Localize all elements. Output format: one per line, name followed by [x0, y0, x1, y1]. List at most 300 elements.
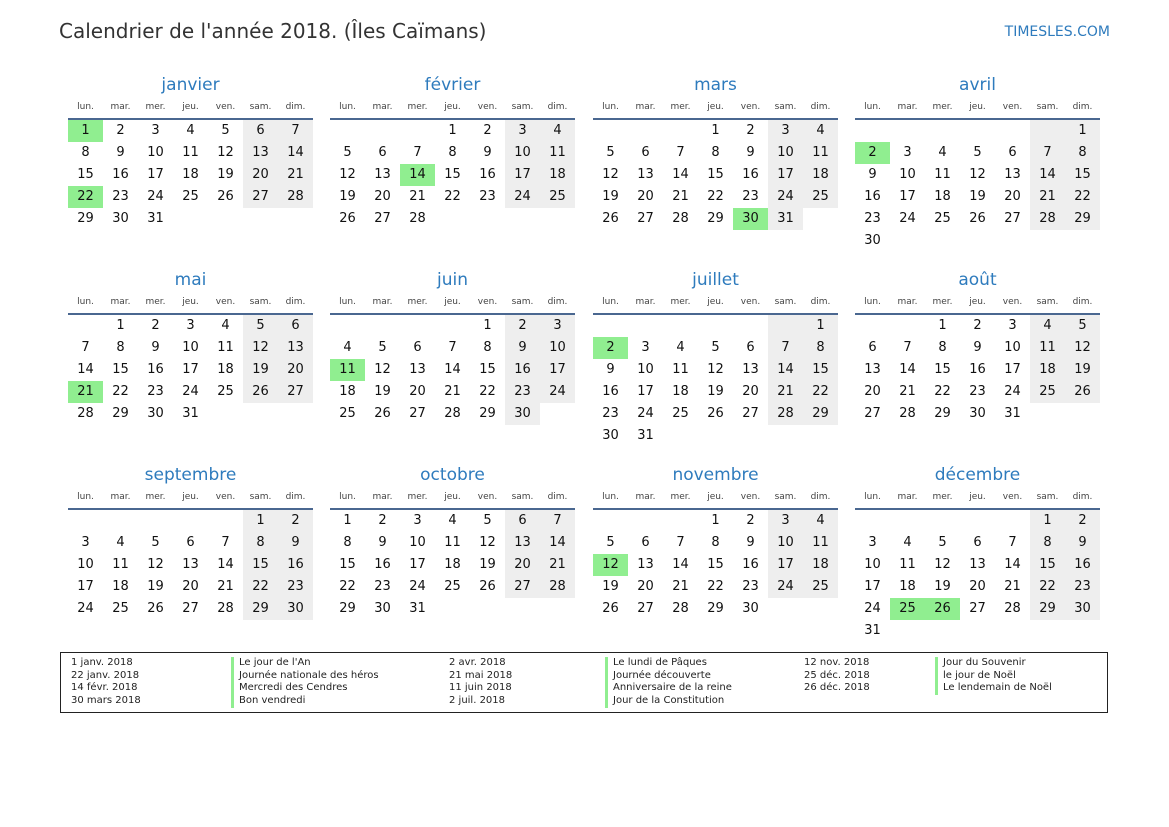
empty-cell	[663, 315, 698, 337]
day-cell: 13	[409, 362, 426, 377]
day-cell: 30	[374, 601, 391, 616]
day-cell: 22	[444, 189, 461, 204]
month-10	[593, 464, 838, 620]
day-cell: 5	[243, 315, 278, 337]
legend-holiday-name: Journée nationale des héros	[231, 670, 379, 683]
day-cell: 5	[938, 535, 947, 550]
month-6	[593, 269, 838, 447]
legend-date: 30 mars 2018	[71, 695, 141, 707]
day-cell: 16	[479, 167, 496, 182]
day-cell: 29	[1030, 598, 1065, 620]
day-grid	[68, 120, 313, 230]
weekday-label: mar.	[897, 492, 918, 502]
day-cell: 8	[343, 535, 352, 550]
legend-holiday-name: Journée découverte	[605, 670, 732, 683]
day-cell: 25	[112, 601, 129, 616]
day-cell: 18	[803, 164, 838, 186]
day-cell: 11	[803, 142, 838, 164]
day-cell: 27	[742, 406, 759, 421]
month-1	[330, 74, 575, 230]
day-cell: 1	[116, 318, 125, 333]
month-name: juillet	[692, 270, 739, 290]
day-cell: 25	[803, 186, 838, 208]
day-cell: 11	[217, 340, 234, 355]
day-cell: 23	[374, 579, 391, 594]
weekday-label: ven.	[1002, 297, 1023, 307]
day-cell: 23	[742, 579, 759, 594]
day-cell: 12	[602, 167, 619, 182]
day-cell: 29	[479, 406, 496, 421]
day-cell: 12	[339, 167, 356, 182]
day-cell: 13	[243, 142, 278, 164]
day-cell: 24	[637, 406, 654, 421]
holiday-day-cell: 30	[733, 208, 768, 230]
weekday-label: mar.	[897, 297, 918, 307]
day-cell: 7	[1008, 535, 1017, 550]
day-cell: 10	[1004, 340, 1021, 355]
weekday-label: sam.	[249, 297, 272, 307]
day-cell: 26	[969, 211, 986, 226]
day-cell: 4	[938, 145, 947, 160]
day-cell: 12	[217, 145, 234, 160]
day-cell: 26	[707, 406, 724, 421]
day-cell: 28	[278, 186, 313, 208]
day-cell: 13	[637, 167, 654, 182]
site-link[interactable]: TIMESLES.COM	[1004, 24, 1110, 40]
day-cell: 18	[803, 554, 838, 576]
day-cell: 10	[147, 145, 164, 160]
day-cell: 16	[969, 362, 986, 377]
weekday-label: mar.	[110, 492, 131, 502]
weekday-label: mer.	[932, 102, 953, 112]
day-cell: 5	[483, 513, 492, 528]
day-cell: 27	[374, 211, 391, 226]
day-grid	[68, 315, 313, 425]
day-cell: 9	[378, 535, 387, 550]
day-cell: 31	[637, 428, 654, 443]
day-cell: 20	[637, 579, 654, 594]
day-cell: 1	[711, 513, 720, 528]
day-cell: 25	[217, 384, 234, 399]
day-cell: 20	[864, 384, 881, 399]
day-cell: 5	[151, 535, 160, 550]
day-cell: 18	[339, 384, 356, 399]
day-cell: 23	[112, 189, 129, 204]
month-7	[855, 269, 1100, 425]
day-cell: 8	[803, 337, 838, 359]
weekday-label: mer.	[407, 297, 428, 307]
day-cell: 24	[1004, 384, 1021, 399]
weekday-header	[68, 96, 313, 120]
day-cell: 27	[278, 381, 313, 403]
month-name: juin	[437, 270, 468, 290]
day-cell: 29	[77, 211, 94, 226]
day-cell: 1	[938, 318, 947, 333]
day-cell: 7	[81, 340, 90, 355]
day-cell: 7	[221, 535, 230, 550]
empty-cell	[628, 510, 663, 532]
weekday-label: lun.	[339, 297, 356, 307]
day-cell: 13	[864, 362, 881, 377]
day-cell: 3	[868, 535, 877, 550]
day-cell: 9	[746, 145, 755, 160]
empty-cell	[330, 315, 365, 337]
holiday-day-cell: 2	[593, 337, 628, 359]
day-cell: 4	[1030, 315, 1065, 337]
holiday-day-cell: 14	[400, 164, 435, 186]
day-cell: 13	[182, 557, 199, 572]
weekday-label: dim.	[285, 297, 306, 307]
day-cell: 15	[243, 554, 278, 576]
day-cell: 3	[768, 120, 803, 142]
day-cell: 20	[969, 579, 986, 594]
day-cell: 13	[278, 337, 313, 359]
day-cell: 27	[505, 576, 540, 598]
weekday-label: lun.	[77, 297, 94, 307]
day-cell: 10	[768, 532, 803, 554]
weekday-label: sam.	[249, 492, 272, 502]
weekday-label: mar.	[635, 102, 656, 112]
day-cell: 12	[374, 362, 391, 377]
weekday-label: dim.	[1072, 492, 1093, 502]
day-grid	[330, 120, 575, 230]
day-cell: 6	[973, 535, 982, 550]
day-cell: 20	[505, 554, 540, 576]
weekday-label: ven.	[477, 297, 498, 307]
empty-cell	[890, 120, 925, 142]
day-cell: 22	[1030, 576, 1065, 598]
day-cell: 28	[77, 406, 94, 421]
month-name: février	[424, 75, 481, 95]
weekday-label: mar.	[372, 102, 393, 112]
day-cell: 16	[864, 189, 881, 204]
day-cell: 31	[1004, 406, 1021, 421]
empty-cell	[173, 510, 208, 532]
weekday-label: mer.	[407, 492, 428, 502]
weekday-label: mer.	[407, 102, 428, 112]
day-cell: 24	[768, 576, 803, 598]
day-cell: 12	[1065, 337, 1100, 359]
day-cell: 7	[540, 510, 575, 532]
day-cell: 29	[934, 406, 951, 421]
day-cell: 28	[899, 406, 916, 421]
empty-cell	[995, 120, 1030, 142]
day-cell: 7	[413, 145, 422, 160]
day-cell: 4	[676, 340, 685, 355]
day-cell: 4	[803, 510, 838, 532]
day-cell: 22	[339, 579, 356, 594]
day-cell: 11	[112, 557, 129, 572]
legend-holiday-name: Bon vendredi	[231, 695, 379, 708]
day-cell: 25	[339, 406, 356, 421]
day-cell: 15	[1065, 164, 1100, 186]
year-calendar	[68, 74, 1101, 649]
day-cell: 13	[742, 362, 759, 377]
day-cell: 6	[278, 315, 313, 337]
day-cell: 24	[864, 601, 881, 616]
day-cell: 6	[641, 535, 650, 550]
weekday-label: ven.	[215, 297, 236, 307]
day-cell: 5	[606, 535, 615, 550]
day-cell: 3	[540, 315, 575, 337]
day-cell: 30	[505, 403, 540, 425]
day-cell: 17	[864, 579, 881, 594]
day-cell: 27	[182, 601, 199, 616]
empty-cell	[855, 315, 890, 337]
day-cell: 25	[444, 579, 461, 594]
day-cell: 14	[77, 362, 94, 377]
day-cell: 8	[243, 532, 278, 554]
weekday-label: mar.	[897, 102, 918, 112]
empty-cell	[768, 315, 803, 337]
weekday-label: ven.	[215, 492, 236, 502]
legend-holiday-name: Le lundi de Pâques	[605, 657, 732, 670]
day-cell: 15	[803, 359, 838, 381]
day-cell: 27	[637, 601, 654, 616]
day-cell: 4	[116, 535, 125, 550]
day-cell: 8	[448, 145, 457, 160]
empty-cell	[890, 315, 925, 337]
month-11	[855, 464, 1100, 642]
day-cell: 9	[116, 145, 125, 160]
day-cell: 17	[540, 359, 575, 381]
day-cell: 8	[711, 535, 720, 550]
weekday-label: mer.	[145, 297, 166, 307]
day-cell: 14	[1004, 557, 1021, 572]
day-cell: 18	[217, 362, 234, 377]
day-cell: 19	[707, 384, 724, 399]
day-cell: 23	[278, 576, 313, 598]
day-cell: 27	[409, 406, 426, 421]
weekday-label: jeu.	[969, 297, 986, 307]
weekday-label: jeu.	[707, 492, 724, 502]
day-cell: 15	[339, 557, 356, 572]
legend-holiday-name: Jour du Souvenir	[935, 657, 1052, 670]
day-cell: 10	[899, 167, 916, 182]
day-cell: 24	[768, 186, 803, 208]
day-cell: 30	[278, 598, 313, 620]
day-cell: 4	[540, 120, 575, 142]
legend-dates-0	[71, 657, 141, 708]
month-9	[330, 464, 575, 620]
legend-date: 25 déc. 2018	[804, 669, 870, 681]
legend-holiday-name: Jour de la Constitution	[605, 695, 732, 708]
day-cell: 19	[934, 579, 951, 594]
month-name: mars	[694, 75, 737, 95]
legend-date: 14 févr. 2018	[71, 682, 138, 694]
empty-cell	[400, 315, 435, 337]
day-cell: 16	[1065, 554, 1100, 576]
day-cell: 14	[540, 532, 575, 554]
legend-names-0	[231, 657, 379, 708]
day-cell: 26	[374, 406, 391, 421]
month-name: septembre	[144, 465, 237, 485]
day-cell: 24	[540, 381, 575, 403]
day-cell: 5	[221, 123, 230, 138]
empty-cell	[103, 510, 138, 532]
weekday-label: sam.	[1036, 492, 1059, 502]
legend-holiday-name: Mercredi des Cendres	[231, 682, 379, 695]
day-cell: 26	[147, 601, 164, 616]
weekday-header	[330, 96, 575, 120]
empty-cell	[960, 120, 995, 142]
day-cell: 16	[147, 362, 164, 377]
day-cell: 7	[278, 120, 313, 142]
day-cell: 2	[483, 123, 492, 138]
weekday-label: jeu.	[182, 492, 199, 502]
day-cell: 9	[606, 362, 615, 377]
day-cell: 24	[147, 189, 164, 204]
day-cell: 10	[637, 362, 654, 377]
legend-holiday-name: Anniversaire de la reine	[605, 682, 732, 695]
day-cell: 26	[1065, 381, 1100, 403]
day-cell: 5	[973, 145, 982, 160]
weekday-label: sam.	[511, 102, 534, 112]
weekday-label: mer.	[145, 102, 166, 112]
day-cell: 21	[278, 164, 313, 186]
weekday-header	[855, 291, 1100, 315]
legend-date: 2 juil. 2018	[449, 695, 506, 707]
day-cell: 29	[1065, 208, 1100, 230]
empty-cell	[593, 315, 628, 337]
day-cell: 12	[243, 337, 278, 359]
day-cell: 11	[934, 167, 951, 182]
day-cell: 28	[768, 403, 803, 425]
day-cell: 28	[672, 211, 689, 226]
day-cell: 19	[147, 579, 164, 594]
day-cell: 22	[707, 579, 724, 594]
day-cell: 20	[182, 579, 199, 594]
day-cell: 1	[343, 513, 352, 528]
empty-cell	[890, 510, 925, 532]
day-cell: 2	[746, 513, 755, 528]
day-grid	[593, 120, 838, 230]
day-cell: 15	[707, 167, 724, 182]
day-cell: 20	[374, 189, 391, 204]
weekday-label: mar.	[110, 102, 131, 112]
day-cell: 25	[803, 576, 838, 598]
weekday-header	[68, 291, 313, 315]
day-cell: 8	[483, 340, 492, 355]
holiday-day-cell: 12	[593, 554, 628, 576]
day-grid	[330, 510, 575, 620]
day-grid	[593, 510, 838, 620]
day-cell: 26	[479, 579, 496, 594]
day-cell: 23	[969, 384, 986, 399]
holiday-day-cell: 25	[890, 598, 925, 620]
day-cell: 28	[409, 211, 426, 226]
day-cell: 26	[243, 381, 278, 403]
day-cell: 19	[217, 167, 234, 182]
day-cell: 6	[641, 145, 650, 160]
empty-cell	[663, 510, 698, 532]
day-cell: 28	[540, 576, 575, 598]
day-cell: 19	[1065, 359, 1100, 381]
empty-cell	[68, 510, 103, 532]
day-cell: 26	[217, 189, 234, 204]
day-cell: 22	[1065, 186, 1100, 208]
day-cell: 22	[707, 189, 724, 204]
legend-holiday-name: Le jour de l'An	[231, 657, 379, 670]
day-cell: 31	[768, 208, 803, 230]
weekday-label: dim.	[285, 102, 306, 112]
day-cell: 6	[1008, 145, 1017, 160]
day-cell: 7	[448, 340, 457, 355]
weekday-label: dim.	[810, 297, 831, 307]
day-cell: 30	[742, 601, 759, 616]
legend-dates-1	[449, 657, 512, 708]
day-cell: 15	[112, 362, 129, 377]
empty-cell	[925, 120, 960, 142]
day-cell: 3	[151, 123, 160, 138]
weekday-label: jeu.	[444, 297, 461, 307]
day-cell: 23	[479, 189, 496, 204]
day-cell: 22	[112, 384, 129, 399]
day-cell: 18	[540, 164, 575, 186]
weekday-label: lun.	[602, 492, 619, 502]
day-cell: 24	[182, 384, 199, 399]
weekday-header	[68, 486, 313, 510]
day-cell: 24	[899, 211, 916, 226]
day-cell: 2	[973, 318, 982, 333]
day-cell: 3	[641, 340, 650, 355]
day-cell: 29	[803, 403, 838, 425]
weekday-label: lun.	[602, 297, 619, 307]
day-cell: 22	[243, 576, 278, 598]
day-cell: 14	[1030, 164, 1065, 186]
weekday-label: sam.	[511, 492, 534, 502]
day-cell: 5	[711, 340, 720, 355]
weekday-label: mar.	[635, 297, 656, 307]
day-cell: 13	[1004, 167, 1021, 182]
day-cell: 20	[637, 189, 654, 204]
weekday-header	[330, 486, 575, 510]
day-cell: 20	[1004, 189, 1021, 204]
weekday-label: mar.	[110, 297, 131, 307]
day-cell: 14	[444, 362, 461, 377]
weekday-label: mar.	[372, 297, 393, 307]
day-cell: 23	[742, 189, 759, 204]
day-cell: 22	[803, 381, 838, 403]
empty-cell	[628, 120, 663, 142]
day-cell: 16	[112, 167, 129, 182]
day-cell: 18	[899, 579, 916, 594]
holiday-day-cell: 2	[855, 142, 890, 164]
month-2	[593, 74, 838, 230]
day-cell: 9	[278, 532, 313, 554]
weekday-label: sam.	[511, 297, 534, 307]
day-cell: 19	[374, 384, 391, 399]
day-cell: 25	[1030, 381, 1065, 403]
day-cell: 21	[1004, 579, 1021, 594]
day-cell: 21	[1030, 186, 1065, 208]
day-cell: 28	[672, 601, 689, 616]
month-4	[68, 269, 313, 425]
day-cell: 19	[969, 189, 986, 204]
month-name: avril	[959, 75, 996, 95]
weekday-label: mer.	[932, 297, 953, 307]
day-cell: 15	[934, 362, 951, 377]
day-cell: 29	[707, 601, 724, 616]
day-cell: 3	[81, 535, 90, 550]
day-cell: 17	[1004, 362, 1021, 377]
weekday-header	[855, 96, 1100, 120]
legend-date: 2 avr. 2018	[449, 657, 506, 668]
day-cell: 17	[409, 557, 426, 572]
day-cell: 14	[768, 359, 803, 381]
day-cell: 11	[1030, 337, 1065, 359]
day-cell: 14	[672, 557, 689, 572]
